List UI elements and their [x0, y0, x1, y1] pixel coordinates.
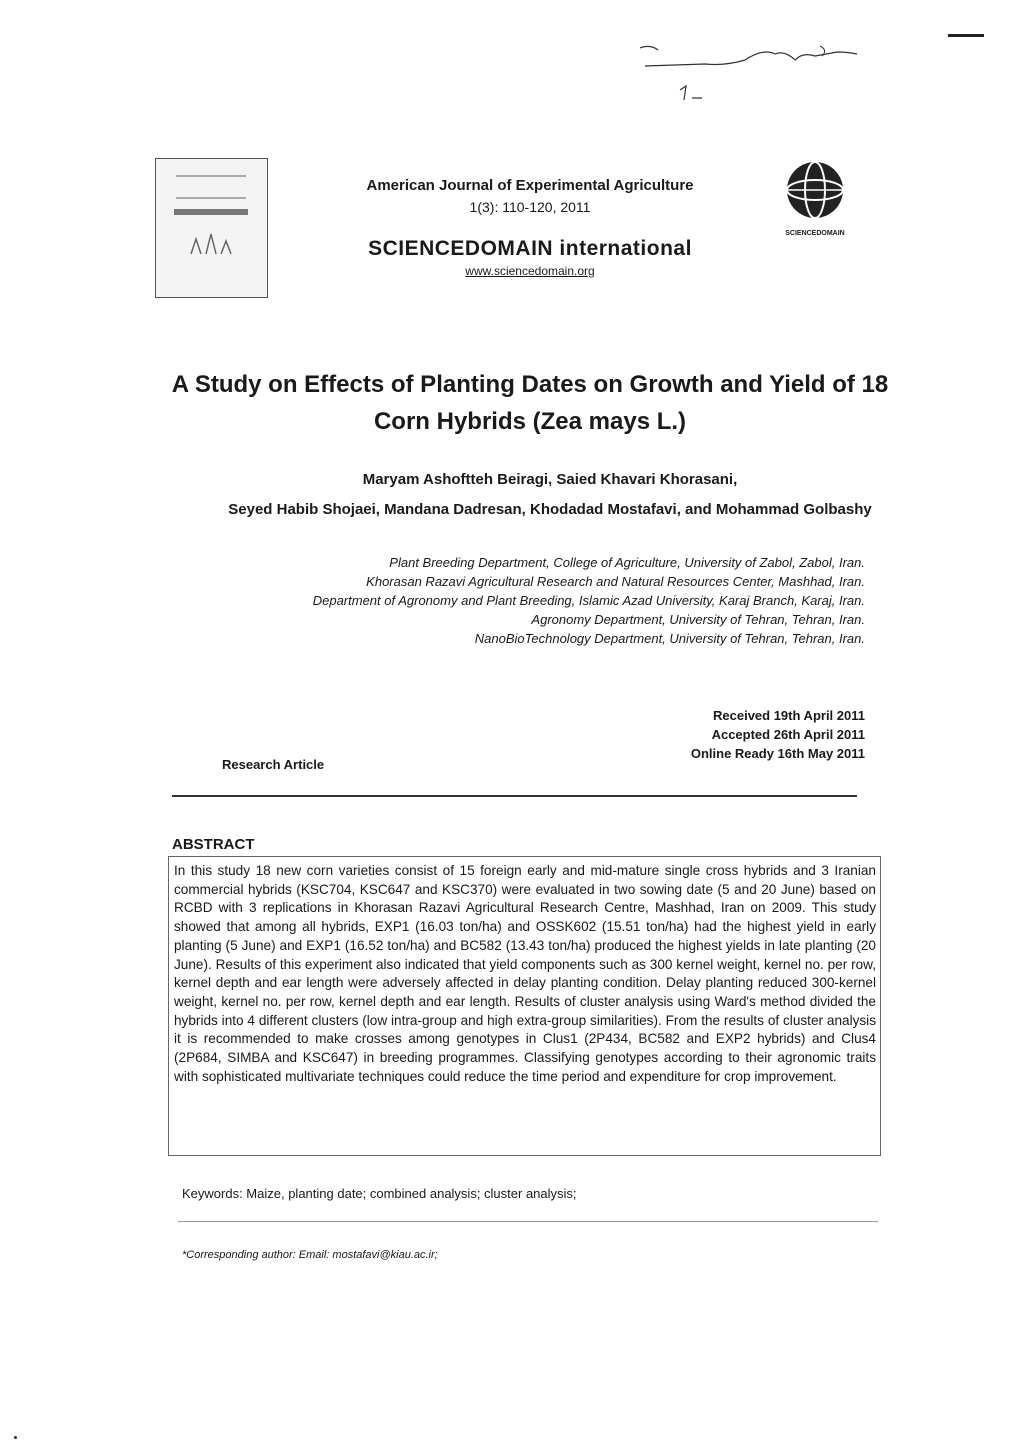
affiliation-5: NanoBioTechnology Department, University of Tehran, Tehran, Iran.: [474, 631, 865, 646]
sciencedomain-logo-icon: [770, 152, 860, 242]
affiliation-2: Khorasan Razavi Agricultural Research and Natural Resources Center, Mashhad, Iran.: [366, 574, 865, 589]
scan-speck: [14, 1436, 17, 1439]
affiliations: [200, 553, 865, 648]
received-date: Received 19th April 2011: [713, 708, 865, 723]
scan-mark: [948, 34, 984, 37]
author-list: [200, 465, 900, 525]
authors-line-2: Seyed Habib Shojaei, Mandana Dadresan, Khodadad Mostafavi, and Mohammad Golbashy: [228, 501, 872, 518]
journal-name: American Journal of Experimental Agriculture: [366, 177, 694, 194]
publisher-name: SCIENCEDOMAIN international: [368, 237, 692, 260]
affiliation-4: Agronomy Department, University of Tehran, Tehran, Iran.: [531, 612, 865, 627]
handwritten-annotation: [600, 40, 900, 110]
abstract-heading: ABSTRACT: [172, 836, 255, 853]
corresponding-author: *Corresponding author: Email: mostafavi@kiau.ac.ir;: [182, 1249, 438, 1261]
accepted-date: Accepted 26th April 2011: [711, 727, 865, 742]
divider: [172, 795, 857, 797]
authors-line-1: Maryam Ashoftteh Beiragi, Saied Khavari Khorasani,: [362, 471, 738, 488]
keywords: Keywords: Maize, planting date; combined analysis; cluster analysis;: [182, 1186, 577, 1201]
article-dates: [560, 706, 865, 763]
article-type: Research Article: [222, 757, 325, 772]
online-date: Online Ready 16th May 2011: [690, 746, 865, 761]
affiliation-3: Department of Agronomy and Plant Breeding, Islamic Azad University, Karaj Branch, Karaj, Iran.: [312, 593, 865, 608]
publisher-website-link[interactable]: www.sciencedomain.org: [465, 264, 595, 278]
logo-label: SCIENCEDOMAIN: [785, 230, 845, 237]
abstract-text: In this study 18 new corn varieties consist of 15 foreign early and mid-mature single cross hybrids and 3 Iranian commercial hybrids (KSC704, KSC647 and KSC370) were evaluated in two sowing date (5 and 20 June) based on RCBD with 3 replications in Khorasan Razavi Agricultural Research Centre, Mashhad, Iran on 2009. This study showed that among all hybrids, EXP1 (16.03 ton/ha) and OSSK602 (15.51 ton/ha) had the highest yield in early planting (5 June) and EXP1 (16.52 ton/ha) and BC582 (13.43 ton/ha) produced the highest yields in late planting (20 June). Results of this experiment also indicated that yield components such as 300 kernel weight, kernel no. per row, kernel depth and ear length were adversely affected in delay planting condition. Delay planting reduced 300-kernel weight, kernel no. per row, kernel depth and ear length. Results of cluster analysis using Ward's method divided the hybrids into 4 different clusters (low intra-group and high extra-group similarities). From the results of cluster analysis it is recommended to make crosses among genotypes in Clus1 (2P434, BC582 and EXP2 hybrids) and Clus4 (2P684, SIMBA and KSC647) in breeding programmes. Classifying genotypes according to their agronomic traits with sophisticated multivariate techniques could reduce the time period and expenditure for crop improvement.: [174, 863, 876, 1084]
paper-title: A Study on Effects of Planting Dates on Growth and Yield of 18 Corn Hybrids (Zea mays L.): [171, 371, 889, 435]
journal-volume: 1(3): 110-120, 2011: [469, 199, 591, 215]
affiliation-1: Plant Breeding Department, College of Agriculture, University of Zabol, Zabol, Iran.: [389, 555, 865, 570]
footnote-divider: [178, 1221, 878, 1222]
journal-cover-thumbnail: [155, 158, 268, 298]
